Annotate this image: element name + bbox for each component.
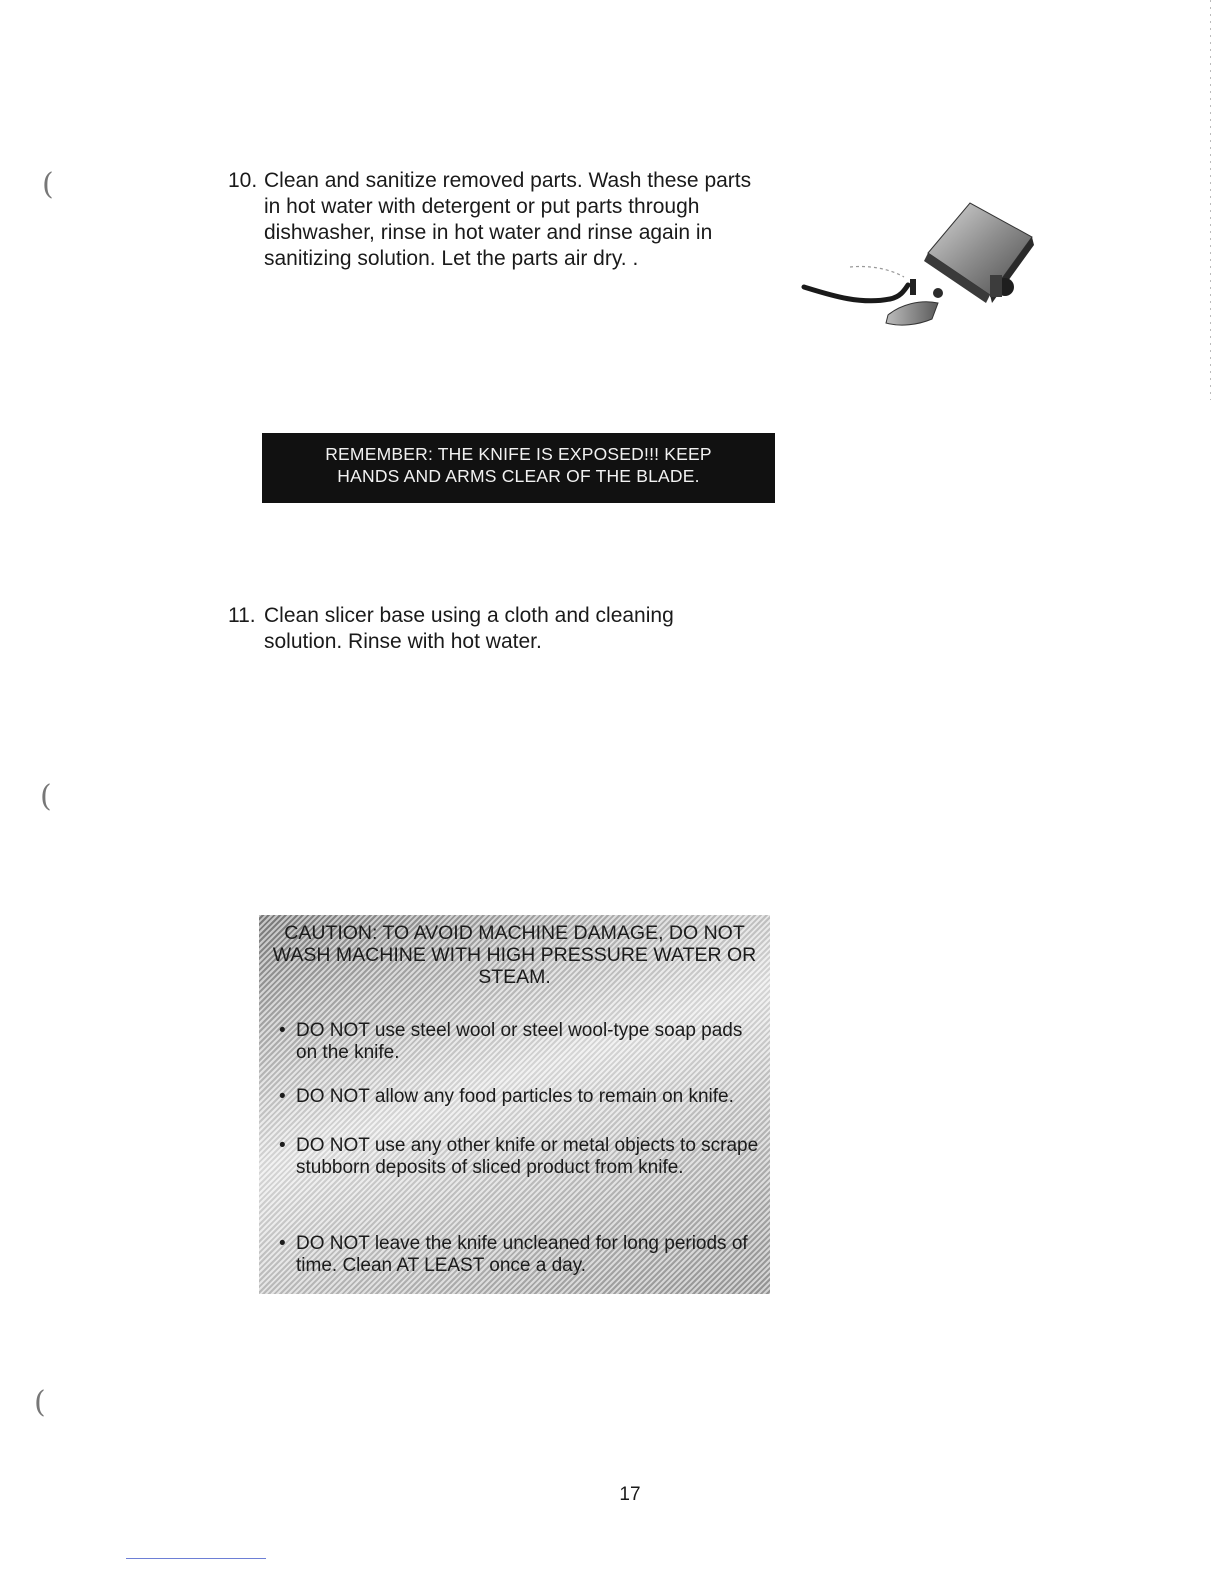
bullet: • — [279, 1086, 286, 1107]
step-11 — [228, 603, 768, 663]
page-number: 17 — [619, 1484, 641, 1505]
knife-exposed-warning — [262, 433, 775, 503]
footer-rule — [126, 1558, 266, 1559]
caution-heading: CAUTION: TO AVOID MACHINE DAMAGE, DO NOT WASH MACHINE WITH HIGH PRESSURE WATER OR STEAM. — [272, 922, 757, 988]
scan-edge-line — [1210, 0, 1211, 400]
caution-box — [259, 915, 770, 1294]
margin-mark: ( — [34, 1385, 46, 1420]
margin-mark: ( — [42, 167, 54, 202]
step-text: Clean and sanitize removed parts. Wash these parts in hot water with detergent or put parts through dishwasher, rinse in hot water and rinse again in sanitizing solution. Let the parts air dry. . — [264, 169, 752, 270]
slicer-parts-illustration-svg — [800, 195, 1040, 340]
step-text: Clean slicer base using a cloth and cleaning solution. Rinse with hot water. — [264, 604, 674, 653]
bullet: • — [279, 1020, 286, 1041]
caution-item-text: DO NOT use steel wool or steel wool-type soap pads on the knife. — [296, 1020, 743, 1063]
margin-mark: ( — [40, 779, 52, 814]
caution-item-text: DO NOT leave the knife uncleaned for long periods of time. Clean AT LEAST once a day. — [296, 1233, 748, 1276]
warning-line: HANDS AND ARMS CLEAR OF THE BLADE. — [337, 466, 700, 486]
caution-item-text: DO NOT allow any food particles to remain on knife. — [296, 1086, 734, 1107]
warning-line: REMEMBER: THE KNIFE IS EXPOSED!!! KEEP — [325, 444, 712, 464]
slicer-parts-illustration — [800, 195, 1040, 340]
step-number: 10. — [228, 169, 258, 192]
caution-item-text: DO NOT use any other knife or metal objects to scrape stubborn deposits of sliced product from knife. — [296, 1135, 759, 1178]
step-10 — [228, 168, 768, 278]
bullet: • — [279, 1135, 286, 1156]
step-number: 11. — [228, 604, 256, 627]
bullet: • — [279, 1233, 286, 1254]
